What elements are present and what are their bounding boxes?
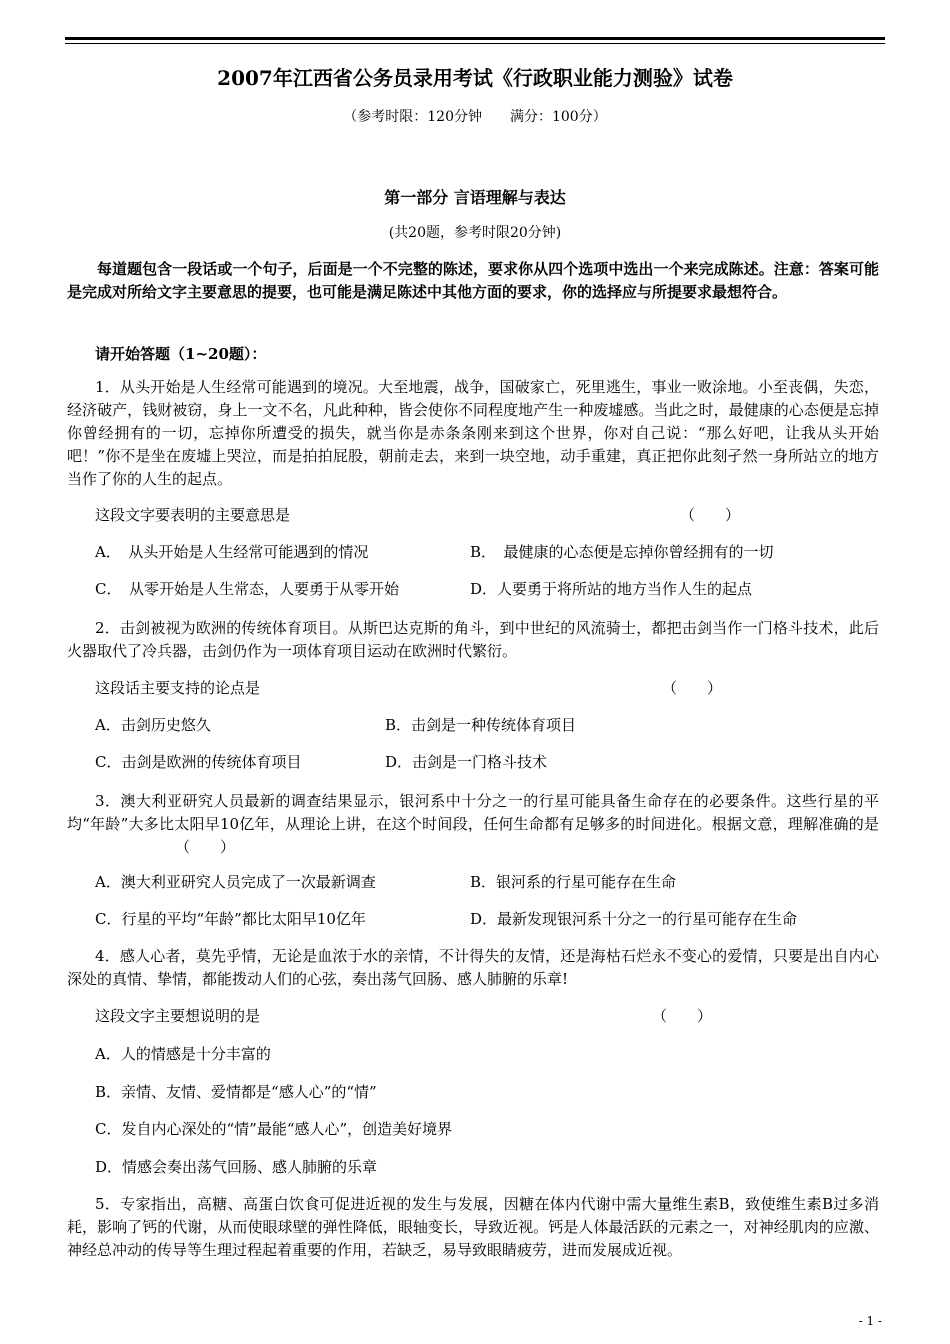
question-4-stem: 这段文字主要想说明的是 [95, 1007, 261, 1025]
question-3-answer-blank: （ ） [175, 838, 236, 856]
section-subtitle: (共20题，参考时限20分钟) [388, 225, 562, 241]
question-2-answer-blank: （ ） [662, 679, 723, 697]
page-subtitle: （参考时限：120分钟 满分：100分） [343, 109, 607, 125]
header-rule-thick [65, 37, 885, 40]
question-4-option-b: B．亲情、友情、爱情都是“感人心”的“情” [95, 1083, 377, 1101]
question-3-passage-text: 3．澳大利亚研究人员最新的调查结果显示，银河系中十分之一的行星可能具备生命存在的必要条件。这些行星的平均“年龄”大多比太阳早10亿年，从理论上讲，在这个时间段，任何生命都有足够多的时间进化。根据文意，理解准确的是 [67, 792, 879, 833]
question-2-passage: 2．击剑被视为欧洲的传统体育项目。从斯巴达克斯的角斗，到中世纪的风流骑士，都把击剑当作一门格斗技术，此后火器取代了冷兵器，击剑仍作为一项体育项目运动在欧洲时代繁衍。 [67, 619, 879, 660]
question-1-option-a: A． 从头开始是人生经常可能遇到的情况 [95, 543, 369, 561]
question-2-option-a: A．击剑历史悠久 [95, 716, 211, 734]
question-2-option-d: D．击剑是一门格斗技术 [385, 753, 548, 771]
question-4-option-d: D．情感会奏出荡气回肠、感人肺腑的乐章 [95, 1158, 378, 1176]
question-3-option-d: D．最新发现银河系十分之一的行星可能存在生命 [470, 910, 798, 928]
question-2-option-c: C．击剑是欧洲的传统体育项目 [95, 753, 302, 771]
question-1-option-b: B． 最健康的心态便是忘掉你曾经拥有的一切 [470, 543, 774, 561]
question-4-passage: 4．感人心者，莫先乎情，无论是血浓于水的亲情，不计得失的友情，还是海枯石烂永不变心的爱情，只要是出自内心深处的真情、挚情，都能拨动人们的心弦，奏出荡气回肠、感人肺腑的乐章! [67, 947, 879, 988]
question-2-option-b: B．击剑是一种传统体育项目 [385, 716, 577, 734]
section-title: 第一部分 言语理解与表达 [384, 188, 566, 207]
question-3-option-c: C．行星的平均“年龄”都比太阳早10亿年 [95, 910, 366, 928]
header-rule-thin [65, 43, 885, 44]
question-2-stem: 这段话主要支持的论点是 [95, 679, 261, 697]
page-number: - 1 - [858, 1314, 882, 1328]
question-1-passage: 1．从头开始是人生经常可能遇到的境况。大至地震，战争，国破家亡，死里逃生，事业一败涂地。小至丧偶，失恋，经济破产，钱财被窃，身上一文不名，凡此种种，皆会使你不同程度地产生一种废墟感。当此之时，最健康的心态便是忘掉你曾经拥有的一切，忘掉你所遭受的损失，就当你是赤条条刚来到这个世界，你对自己说：“那么好吧，让我从头开始吧！”你不是坐在废墟上哭泣，而是拍拍屁股，朝前走去，来到一块空地，动手重建，真正把你此刻孑然一身所站立的地方当作了你的人生的起点。 [67, 378, 879, 488]
start-prompt: 请开始答题（1~20题）： [95, 345, 267, 363]
question-4-option-c: C．发自内心深处的“情”最能“感人心”，创造美好境界 [95, 1120, 453, 1138]
question-1-option-c: C． 从零开始是人生常态，人要勇于从零开始 [95, 580, 399, 598]
question-1-option-d: D．人要勇于将所站的地方当作人生的起点 [470, 580, 753, 598]
question-4-answer-blank: （ ） [652, 1007, 713, 1025]
question-3-passage [67, 790, 879, 859]
question-1-answer-blank: （ ） [680, 506, 741, 524]
question-3-option-b: B．银河系的行星可能存在生命 [470, 873, 677, 891]
question-3-option-a: A．澳大利亚研究人员完成了一次最新调查 [95, 873, 376, 891]
question-5-passage: 5．专家指出，高糖、高蛋白饮食可促进近视的发生与发展，因糖在体内代谢中需大量维生素B，致使维生素B过多消耗，影响了钙的代谢，从而使眼球壁的弹性降低，眼轴变长，导致近视。钙是人体最活跃的元素之一，对神经肌肉的应激、神经总冲动的传导等生理过程起着重要的作用，若缺乏，易导致眼睛疲劳，进而发展成近视。 [67, 1195, 879, 1259]
question-1-stem: 这段文字要表明的主要意思是 [95, 506, 291, 524]
instructions: 每道题包含一段话或一个句子，后面是一个不完整的陈述，要求你从四个选项中选出一个来完成陈述。注意：答案可能是完成对所给文字主要意思的提要，也可能是满足陈述中其他方面的要求，你的选择应与所提要求最想符合。 [67, 260, 879, 301]
question-4-option-a: A．人的情感是十分丰富的 [95, 1045, 271, 1063]
page-title: 2007年江西省公务员录用考试《行政职业能力测验》试卷 [217, 66, 733, 90]
